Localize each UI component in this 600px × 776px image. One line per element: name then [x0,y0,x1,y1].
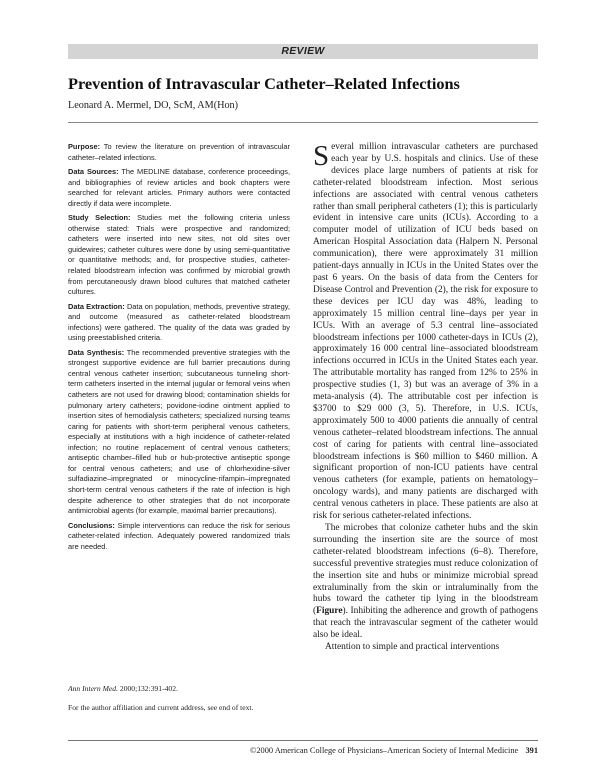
citation-line [68,684,290,694]
abstract-text: Studies met the following criteria unless otherwise stated: Trials were prospective and randomized; catheters were inserted into new sites, not old sites over guidewires; catheter cultures were done by using semi-quantitative or quantitative methods; and, for prospective studies, catheter-related bloodstream infection was confirmed by microbial growth from percutaneously drawn blood cultures that matched catheter cultures. [68,213,290,297]
copyright-notice: ©2000 American College of Physicians–American Society of Internal Medicine [250,746,519,755]
abstract-conclusions [68,521,290,553]
header-divider [68,122,538,123]
drop-cap: S [313,140,330,172]
author-line: Leonard A. Mermel, DO, ScM, AM(Hon) [68,100,239,111]
journal-name: Ann Intern Med. [68,684,118,693]
abstract-study-selection [68,213,290,297]
abstract-label: Data Synthesis: [68,347,125,357]
body-text: Attention to simple and practical interventions [325,642,500,653]
abstract-data-extraction [68,302,290,344]
abstract-data-synthesis [68,348,290,517]
abstract-label: Purpose: [68,142,101,151]
abstract-text: The MEDLINE database, conference proceedings, and bibliographies of review articles and book chapters were searched for relevant articles. Primary authors were contacted directly if data were incomplete. [68,167,291,208]
structured-abstract [68,142,290,556]
abstract-text: The recommended preventive strategies with the strongest supportive evidence are full barrier precautions during central venous catheter insertion; subcutaneous tunneling short-term catheters inserted in the internal jugular or femoral veins when catheters are not used for drawing blood; contamination shields for pulmonary artery catheters; povidone-iodine ointment applied to insertion sites of hemodialysis catheters; specialized nursing teams caring for patients with short-term peripheral venous catheters, especially at institutions with a high incidence of catheter-related infection; no routine replacement of central venous catheters; antiseptic chamber–filled hub or hub-protective antiseptic sponge for central venous catheters; and use of chlorhexidine-silver sulfadiazine–impregnated or minocycline-rifampin–impregnated short-term central venous catheters if the rate of infection is high despite adherence to other strategies that do not incorporate antimicrobial agents (for example, maximal barrier precautions). [68,347,290,516]
abstract-data-sources [68,167,290,209]
abstract-text: Simple interventions can reduce the risk for serious catheter-related infection. Adequately powered randomized trials are needed. [68,520,290,551]
body-text: everal million intravascular catheters are purchased each year by U.S. hospitals and clinics. Use of these devices place large numbers of patients at risk for catheter-related bloodstream infection. Most serious infections are associated with central venous catheters rather than small peripheral catheters (1); this is particularly evident in intensive care units (ICUs). According to a computer model of utilization of ICU beds based on American Hospital Association data (Halpern N. Personal communication), there were approximately 31 million patient-days annually in ICUs in the United States over the past 6 years. On the basis of data from the Centers for Disease Control and Prevention (2), the risk for exposure to these devices per ICU day was 48%, leading to approximately 15 million central line–days per year in ICUs. With an average of 5.3 central line–associated bloodstream infections per 1000 catheter-days in ICUs (2), approximately 16 000 central line–associated bloodstream infections occurred in ICUs in the United States each year. The attributable mortality has ranged from 12% to 25% in prospective studies (1, 3) but was an average of 3% in a meta-analysis (4). The attributable cost per infection is $3700 to $29 000 (3, 5). Therefore, in U.S. ICUs, approximately 500 to 4000 patients die annually of central venous catheter–related bloodstream infections. The annual cost of caring for patients with central line–associated bloodstream infections is $60 million to $460 million. A significant proportion of non-ICU patients have central venous catheters (for example, patients on hematology–oncology wards), and many patients are discharged with central venous catheters in place. These patients are also at risk for serious catheter-related infections. [313,142,538,522]
article-title: Prevention of Intravascular Catheter–Related Infections [68,74,460,93]
abstract-label: Study Selection: [68,213,131,223]
author-footnote: For the author affiliation and current address, see end of text. [68,703,254,712]
abstract-text: Data on population, methods, preventive strategy, and outcome (measured as catheter-related bloodstream infections) were gathered. The quality of the data was graded by using preestablished criteria. [68,301,290,343]
figure-reference[interactable]: Figure [316,606,343,617]
body-text: ). Inhibiting the adherence and growth of pathogens that reach the intravascular segment of the catheter would also be ideal. [313,606,538,641]
article-body [313,142,538,654]
page-number: 391 [525,746,538,755]
abstract-purpose [68,142,290,163]
body-text: The microbes that colonize catheter hubs and the skin surrounding the insertion site are the source of most catheter-related bloodstream infections (6–8). Therefore, successful preventive strategies must reduce colonization of the insertion site and hubs or minimize microbial spread extraluminally from the skin or intraluminally from the hubs toward the catheter tip lying in the bloodstream ( [313,523,538,617]
abstract-label: Data Extraction: [68,301,125,311]
abstract-label: Conclusions: [68,520,115,530]
citation-details: 2000;132:391-402. [119,684,178,693]
body-paragraph [313,142,538,523]
abstract-label: Data Sources: [68,167,119,177]
footer-divider [68,740,538,741]
abstract-text: To review the literature on prevention of intravascular catheter–related infections. [68,142,291,162]
body-paragraph [313,523,538,642]
section-banner: REVIEW [68,44,538,59]
body-paragraph [313,642,538,654]
